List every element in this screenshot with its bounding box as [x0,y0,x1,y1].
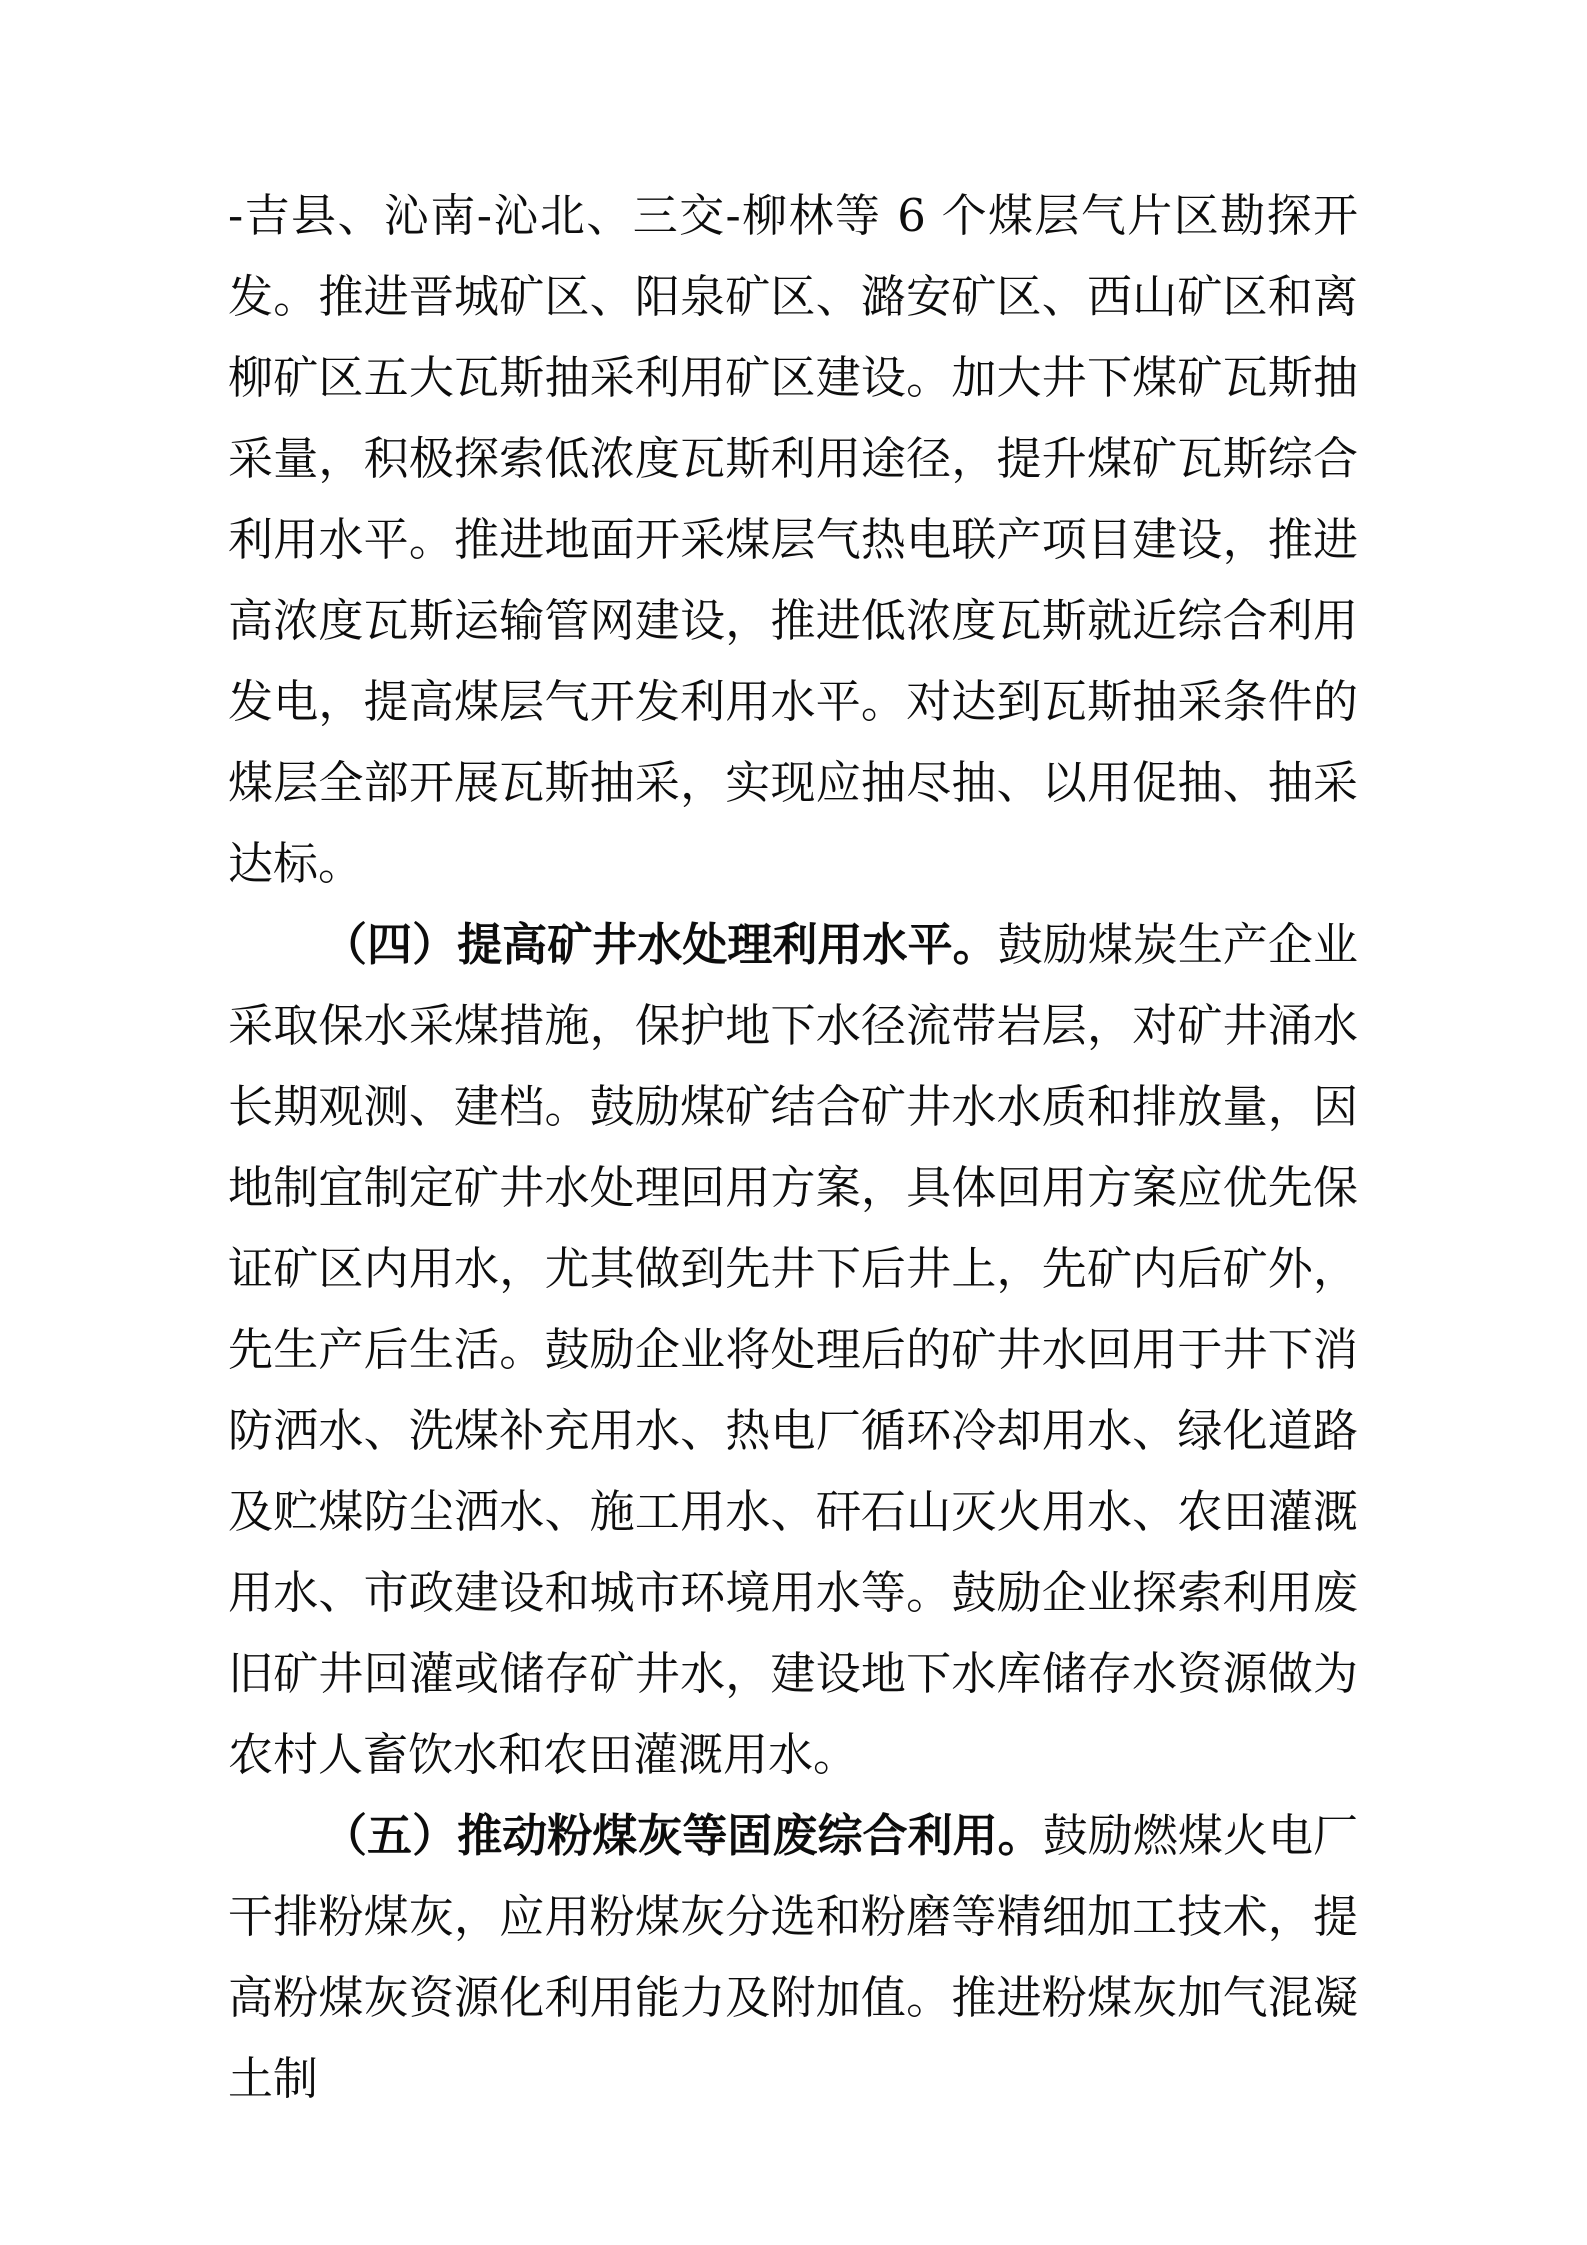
paragraph-3-text: 鼓励燃煤火电厂干排粉煤灰，应用粉煤灰分选和粉磨等精细加工技术，提高粉煤灰资源化利用能力及附加值。推进粉煤灰加气混凝土制 [228,1809,1358,2105]
document-body [228,175,1358,2119]
paragraph-1 [228,175,1358,904]
paragraph-3 [228,1795,1358,2119]
paragraph-3-heading: （五）推动粉煤灰等固废综合利用。 [322,1809,1043,1862]
paragraph-1-text: -吉县、沁南-沁北、三交-柳林等 6 个煤层气片区勘探开发。推进晋城矿区、阳泉矿区、潞安矿区、西山矿区和离柳矿区五大瓦斯抽采利用矿区建设。加大井下煤矿瓦斯抽采量，积极探索低浓度瓦斯利用途径，提升煤矿瓦斯综合利用水平。推进地面开采煤层气热电联产项目建设，推进高浓度瓦斯运输管网建设，推进低浓度瓦斯就近综合利用发电，提高煤层气开发利用水平。对达到瓦斯抽采条件的煤层全部开展瓦斯抽采，实现应抽尽抽、以用促抽、抽采达标。 [228,189,1358,890]
paragraph-2-heading: （四）提高矿井水处理利用水平。 [322,918,998,971]
paragraph-2-text: 鼓励煤炭生产企业采取保水采煤措施，保护地下水径流带岩层，对矿井涌水长期观测、建档。鼓励煤矿结合矿井水水质和排放量，因地制宜制定矿井水处理回用方案，具体回用方案应优先保证矿区内用水，尤其做到先井下后井上，先矿内后矿外，先生产后生活。鼓励企业将处理后的矿井水回用于井下消防洒水、洗煤补充用水、热电厂循环冷却用水、绿化道路及贮煤防尘洒水、施工用水、矸石山灭火用水、农田灌溉用水、市政建设和城市环境用水等。鼓励企业探索利用废旧矿井回灌或储存矿井水，建设地下水库储存水资源做为农村人畜饮水和农田灌溉用水。 [228,918,1358,1781]
paragraph-2 [228,904,1358,1795]
